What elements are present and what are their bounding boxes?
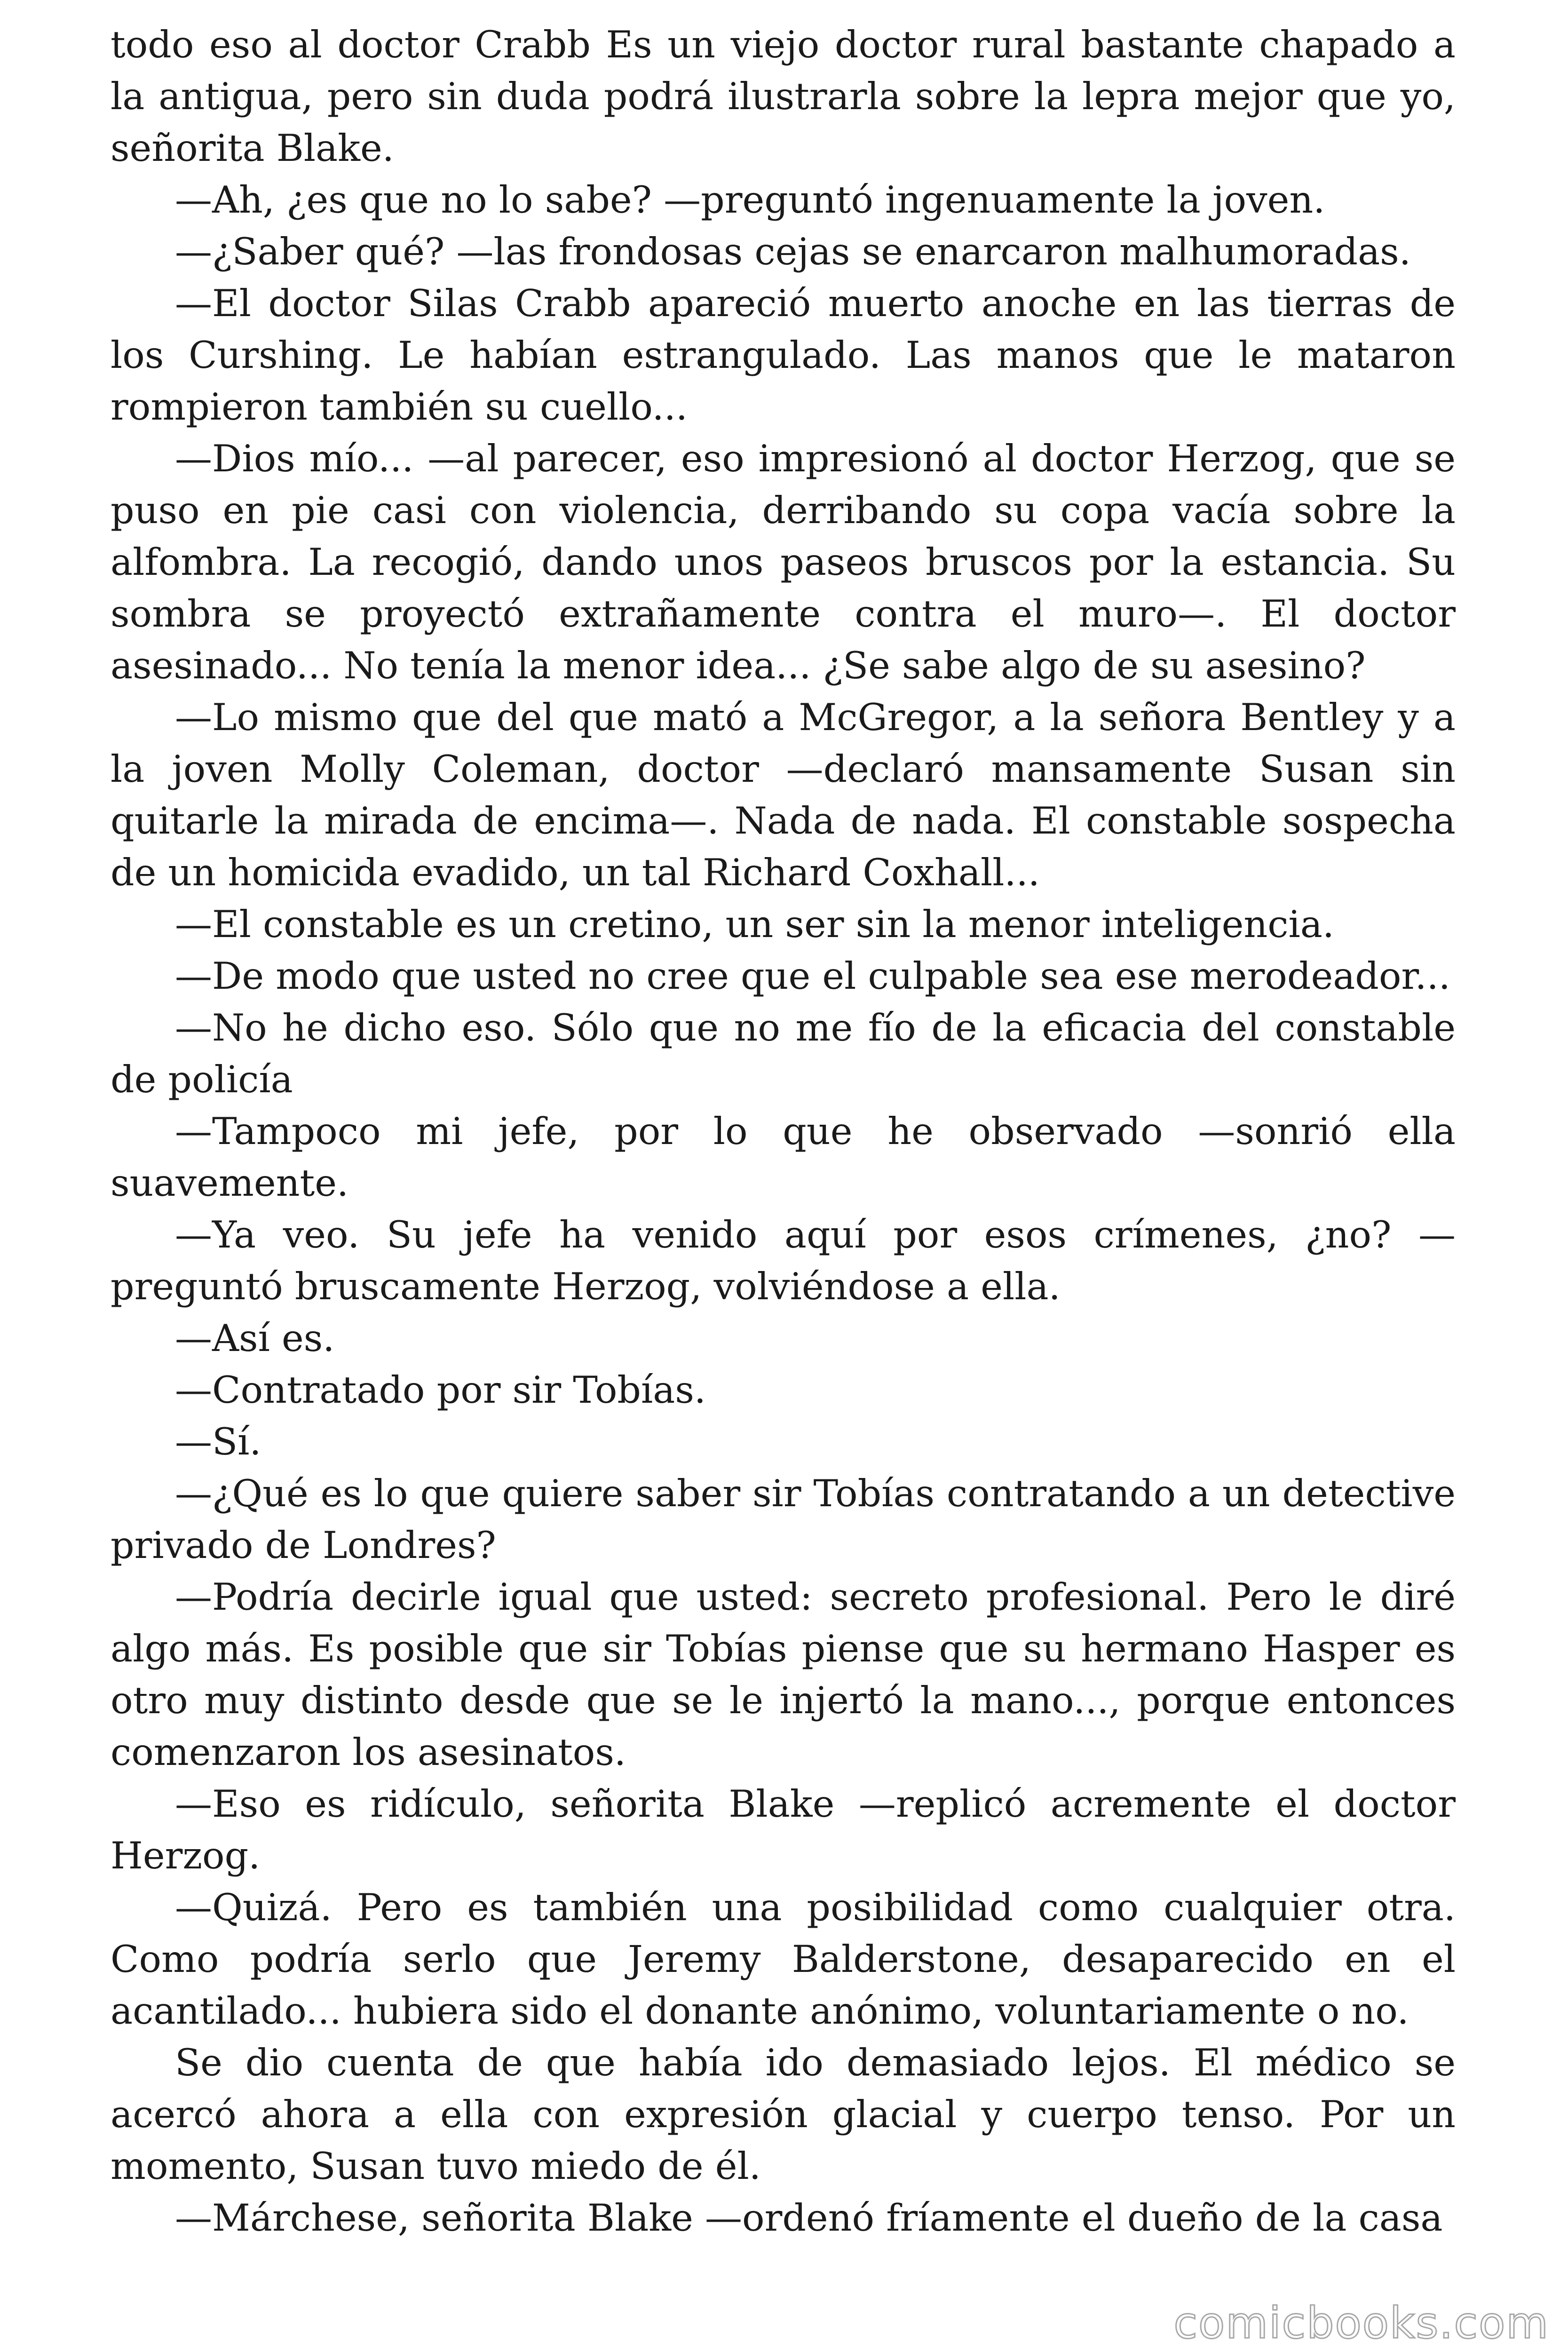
paragraph: —¿Qué es lo que quiere saber sir Tobías contratando a un detective privado de Londres? <box>111 1472 1456 1567</box>
document-body <box>111 19 1456 2244</box>
paragraph: —Lo mismo que del que mató a McGregor, a la señora Bentley y a la joven Molly Coleman, doctor —declaró mansamente Susan sin quitarle la mirada de encima—. Nada de nada. El constable sospecha de un homicida evadido, un tal Richard Coxhall... <box>111 696 1456 894</box>
paragraph: —Contratado por sir Tobías. <box>175 1368 706 1412</box>
paragraph: —Tampoco mi jefe, por lo que he observado —sonrió ella suavemente. <box>111 1110 1456 1205</box>
paragraph: —Así es. <box>175 1317 335 1360</box>
watermark: comicbooks.com <box>1173 2298 1549 2348</box>
paragraph: —No he dicho eso. Sólo que no me fío de la eficacia del constable de policía <box>111 1006 1456 1101</box>
paragraph: —Sí. <box>175 1420 261 1463</box>
paragraph: —Ya veo. Su jefe ha venido aquí por esos crímenes, ¿no? —preguntó bruscamente Herzog, volviéndose a ella. <box>111 1213 1456 1308</box>
paragraph: todo eso al doctor Crabb Es un viejo doctor rural bastante chapado a la antigua, pero sin duda podrá ilustrarla sobre la lepra mejor que yo, señorita Blake. <box>111 23 1456 170</box>
paragraph: —Márchese, señorita Blake —ordenó fríamente el dueño de la casa <box>175 2196 1443 2240</box>
paragraph: —De modo que usted no cree que el culpable sea ese merodeador... <box>175 954 1450 998</box>
paragraph: —El constable es un cretino, un ser sin la menor inteligencia. <box>175 903 1334 946</box>
paragraph: —El doctor Silas Crabb apareció muerto anoche en las tierras de los Curshing. Le habían estrangulado. Las manos que le mataron rompieron también su cuello... <box>111 282 1456 429</box>
paragraph: —Podría decirle igual que usted: secreto profesional. Pero le diré algo más. Es posible que sir Tobías piense que su hermano Hasper es otro muy distinto desde que se le injertó la mano..., porque entonces comenzaron los asesinatos. <box>111 1575 1456 1774</box>
paragraph: —Quizá. Pero es también una posibilidad como cualquier otra. Como podría serlo que Jeremy Balderstone, desaparecido en el acantilado... hubiera sido el donante anónimo, voluntariamente o no. <box>111 1886 1456 2033</box>
paragraph: Se dio cuenta de que había ido demasiado lejos. El médico se acercó ahora a ella con expresión glacial y cuerpo tenso. Por un momento, Susan tuvo miedo de él. <box>111 2041 1456 2188</box>
paragraph: —Dios mío... —al parecer, eso impresionó al doctor Herzog, que se puso en pie casi con violencia, derribando su copa vacía sobre la alfombra. La recogió, dando unos paseos bruscos por la estancia. Su sombra se proyectó extrañamente contra el muro—. El doctor asesinado... No tenía la menor idea... ¿Se sabe algo de su asesino? <box>111 437 1456 687</box>
paragraph: —Eso es ridículo, señorita Blake —replicó acremente el doctor Herzog. <box>111 1782 1456 1877</box>
paragraph: —¿Saber qué? —las frondosas cejas se enarcaron malhumoradas. <box>175 230 1411 273</box>
paragraph: —Ah, ¿es que no lo sabe? —preguntó ingenuamente la joven. <box>175 178 1325 222</box>
